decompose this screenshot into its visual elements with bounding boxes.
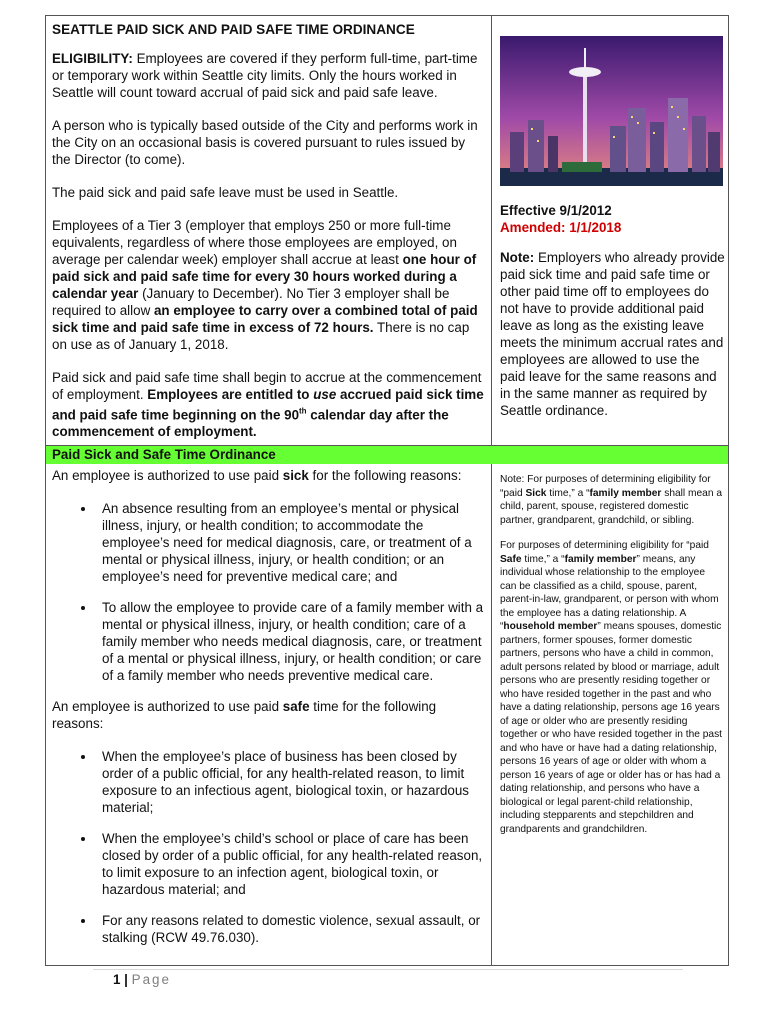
header-side-panel: [492, 16, 728, 445]
outside-city-paragraph: A person who is typically based outside of the City and performs work in the City on an occasional basis is covered pursuant to rules issued by the Director (to come).: [52, 118, 478, 167]
definitions-panel: [492, 465, 728, 848]
effective-date: Effective 9/1/2012: [500, 203, 612, 218]
effective-dates: [500, 202, 621, 236]
section-header: Paid Sick and Safe Time Ordinance: [46, 446, 728, 464]
reasons-section: [46, 465, 491, 960]
sick-intro: An employee is authorized to use paid sick for the following reasons:: [52, 468, 462, 483]
tier3-paragraph: Employees of a Tier 3 (employer that employs 250 or more full-time equivalents, regardless of where those employees are employed, on average per calendar week) employer shall accrue at least one hour of paid sick and paid safe time for every 30 hours worked during a calendar year (January to December). No Tier 3 employer shall be required to allow an employee to carry over a combined total of paid sick time and paid safe time in excess of 72 hours. There is no cap on use as of January 1, 2018.: [52, 218, 478, 352]
amended-date: Amended: 1/1/2018: [500, 220, 622, 235]
page-label: Page: [131, 972, 171, 987]
safe-intro: An employee is authorized to use paid safe time for the following reasons:: [52, 699, 437, 731]
page-number: 1: [113, 972, 121, 987]
sick-family-definition: Note: For purposes of determining eligibility for “paid Sick time,” a “family member shall mean a child, parent, spouse, registered domestic partner, grandparent, grandchild, or sibling.: [500, 474, 722, 526]
used-in-seattle-paragraph: The paid sick and paid safe leave must be used in Seattle.: [52, 185, 399, 200]
list-item: • An absence resulting from an employee’s mental or physical illness, injury, or health condition; to accommodate the employee’s need for medical diagnosis, care, or treatment of a mental or physical illness, injury, or health condition; or an employee’s need for preventive medical care; and: [96, 500, 485, 585]
eligibility-label: ELIGIBILITY:: [52, 51, 133, 66]
sick-reasons-list: [52, 500, 485, 684]
seattle-skyline-image: [500, 36, 723, 186]
page-title: SEATTLE PAID SICK AND PAID SAFE TIME ORDINANCE: [52, 22, 415, 37]
employer-note: Note: Employers who already provide paid sick time and paid safe time or other paid time off to employees do not have to provide additional paid leave as long as the existing leave meets the minimum accrual rates and employees are allowed to use the paid leave for the same reasons and in the same manner as required by Seattle ordinance.: [500, 250, 725, 418]
eligibility-paragraph: ELIGIBILITY: Employees are covered if they perform full-time, part-time or temporary work within Seattle city limits. Only the hours worked in Seattle will count toward accrual of paid sick and paid safe leave.: [52, 51, 478, 100]
accrual-paragraph: Paid sick and paid safe time shall begin to accrue at the commencement of employment. Employees are entitled to use accrued paid sick time and paid safe time beginning on the 90th calendar day after the commencement of employment.: [52, 370, 484, 440]
ordinance-table: [45, 15, 729, 966]
list-item: • To allow the employee to provide care of a family member with a mental or physical illness, injury, or health condition; care of a family member who needs medical diagnosis, care, or treatment of a mental or physical illness, injury, or health condition; or care of a family member who needs preventive medical care.: [96, 599, 485, 684]
list-item: • When the employee’s child’s school or place of care has been closed by order of a public official, for any health-related reason, to limit exposure to an infection agent, biological toxin, or hazardous material; and: [96, 830, 485, 898]
safe-family-definition: For purposes of determining eligibility for “paid Safe time,” a “family member” means, any individual whose relationship to the employee can be classified as a child, spouse, parent, parent-in-law, grandparent, or person with whom the employee has a dating relationship. A “household member” means spouses, domestic partners, former spouses, former domestic partners, persons who have a child in common, adult persons related by blood or marriage, adult persons who are presently residing together or who have resided together in the past and who have a dating relationship, persons age 16 years of age or older who are presently residing together or who have resided together in the past and who have or have had a dating relationship, persons 16 years of age or older with whom a person 16 years of age or older has or has had a dating relationship, and persons who have a biological or legal parent-child relationship, including stepparents and stepchildren and grandparents and grandchildren.: [500, 540, 723, 835]
safe-reasons-list: [52, 748, 485, 946]
list-item: • When the employee’s place of business has been closed by order of a public official, for any health-related reason, to limit exposure to an infectious agent, biological toxin, or hazardous material;: [96, 748, 485, 816]
footer-rule: [93, 969, 683, 970]
list-item: • For any reasons related to domestic violence, sexual assault, or stalking (RCW 49.76.030).: [96, 912, 485, 946]
eligibility-section: [46, 16, 491, 456]
page-footer: 1 | Page: [113, 972, 171, 987]
